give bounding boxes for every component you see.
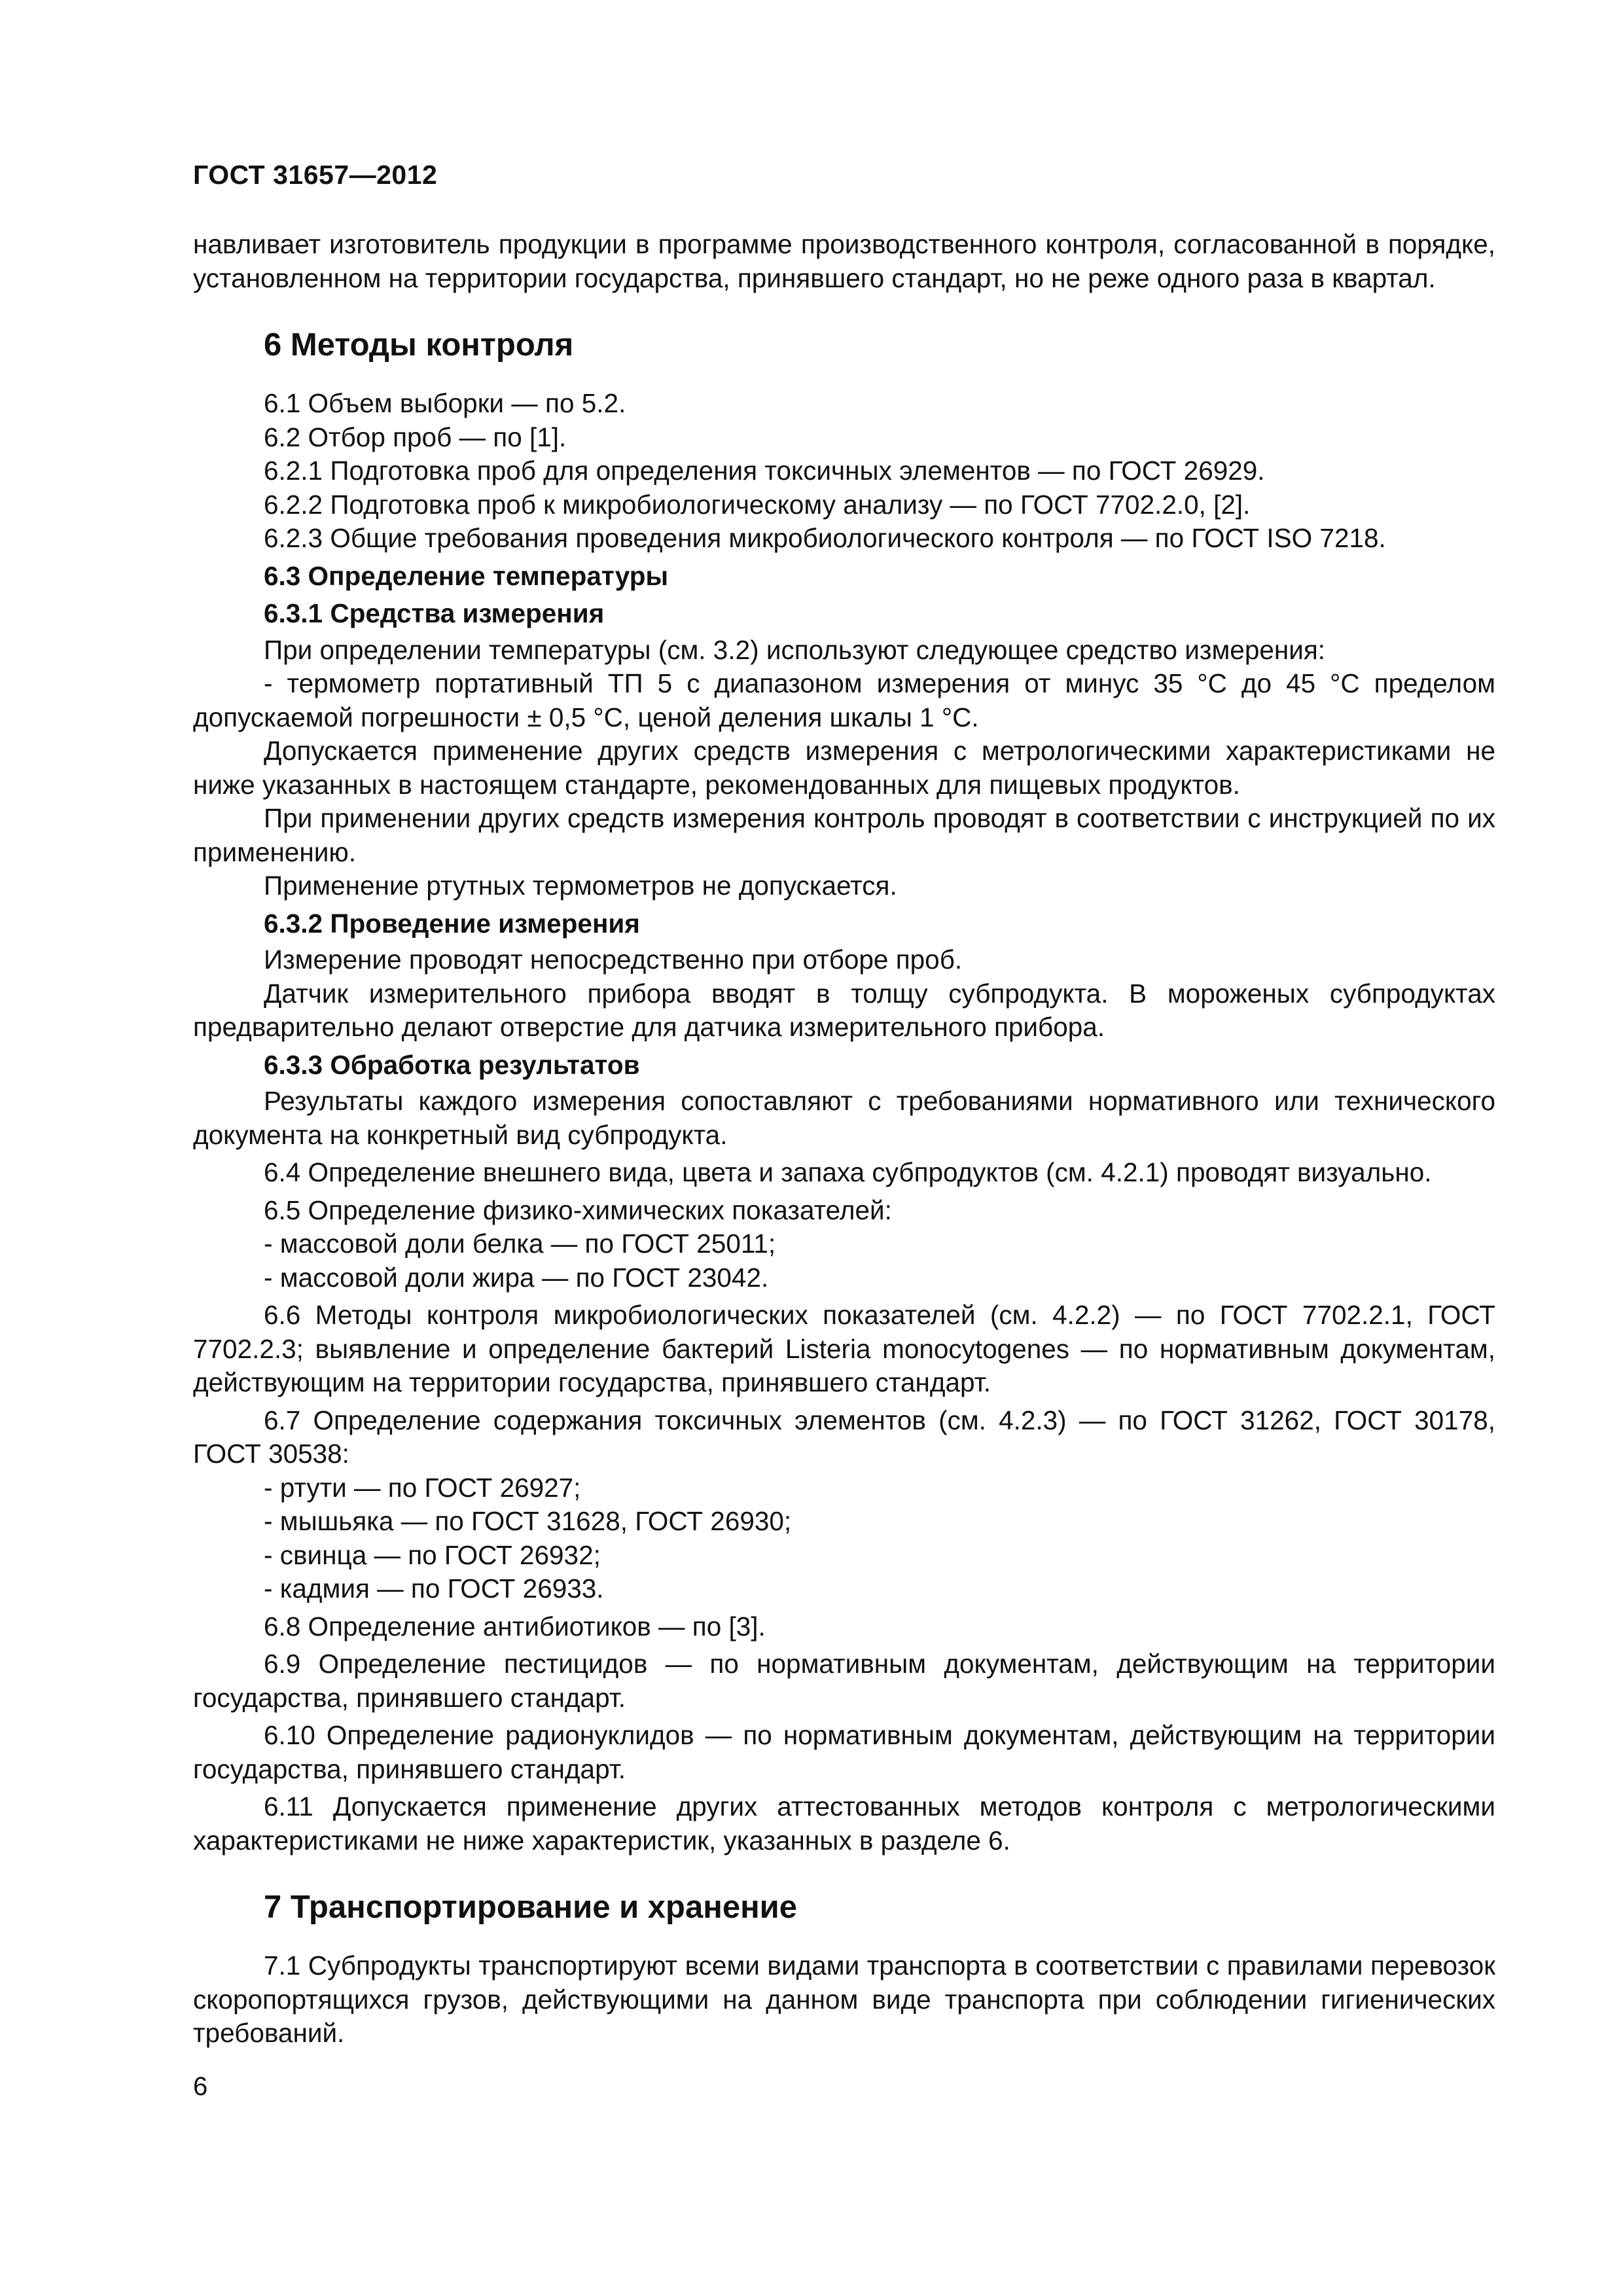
paragraph: Датчик измерительного прибора вводят в толщу субпродукта. В мороженых субпродуктах предварительно делают отверстие для датчика измерительного прибора. xyxy=(193,978,1495,1042)
paragraph: 6.5 Определение физико-химических показателей: xyxy=(264,1194,892,1225)
paragraph: 6.10 Определение радионуклидов — по нормативным документам, действующим на территории государства, принявшего стандарт. xyxy=(193,1720,1495,1784)
paragraph: При применении других средств измерения контроль проводят в соответствии с инструкцией по их применению. xyxy=(193,803,1495,867)
subsection-heading: 6.3.3 Обработка результатов xyxy=(264,1049,640,1080)
paragraph: 6.7 Определение содержания токсичных элементов (см. 4.2.3) — по ГОСТ 31262, ГОСТ 30178, ГОСТ 30538: xyxy=(193,1405,1495,1469)
list-item: - ртути — по ГОСТ 26927; xyxy=(264,1472,581,1503)
subsection-heading: 6.3.2 Проведение измерения xyxy=(264,908,640,939)
page-number: 6 xyxy=(193,2072,208,2101)
section-heading-6: 6 Методы контроля xyxy=(264,327,574,363)
paragraph: 6.2.1 Подготовка проб для определения токсичных элементов — по ГОСТ 26929. xyxy=(264,456,1265,486)
section-heading-7: 7 Транспортирование и хранение xyxy=(264,1890,798,1925)
list-item: - массовой доли жира — по ГОСТ 23042. xyxy=(264,1262,769,1293)
document-header: ГОСТ 31657—2012 xyxy=(193,160,438,190)
list-item: - мышьяка — по ГОСТ 31628, ГОСТ 26930; xyxy=(264,1506,792,1536)
paragraph: 6.2.2 Подготовка проб к микробиологическому анализу — по ГОСТ 7702.2.0, [2]. xyxy=(264,489,1251,520)
list-item: - кадмия — по ГОСТ 26933. xyxy=(264,1573,604,1604)
paragraph: 6.11 Допускается применение других аттестованных методов контроля с метрологическими характеристиками не ниже характеристик, указанных в разделе 6. xyxy=(193,1791,1495,1856)
document-body xyxy=(193,228,1495,2051)
subsection-heading: 6.3.1 Средства измерения xyxy=(264,598,605,628)
paragraph: Применение ртутных термометров не допускается. xyxy=(264,870,897,901)
paragraph: Измерение проводят непосредственно при отборе проб. xyxy=(264,944,963,975)
paragraph: 6.1 Объем выборки — по 5.2. xyxy=(264,388,626,418)
paragraph: 7.1 Субпродукты транспортируют всеми видами транспорта в соответствии с правилами перевозок скоропортящихся грузов, действующими на данном виде транспорта при соблюдении гигиенических требований. xyxy=(193,1950,1495,2048)
paragraph: Допускается применение других средств измерения с метрологическими характеристиками не ниже указанных в настоящем стандарте, рекомендованных для пищевых продуктов. xyxy=(193,736,1495,800)
subsection-heading: 6.3 Определение температуры xyxy=(264,560,669,591)
paragraph: При определении температуры (см. 3.2) используют следующее средство измерения: xyxy=(264,634,1326,665)
paragraph: Результаты каждого измерения сопоставляют с требованиями нормативного или технического документа на конкретный вид субпродукта. xyxy=(193,1086,1495,1150)
paragraph: навливает изготовитель продукции в программе производственного контроля, согласованной в порядке, установленном на территории государства, принявшего стандарт, но не реже одного раза в квартал. xyxy=(193,229,1495,293)
paragraph: 6.6 Методы контроля микробиологических показателей (см. 4.2.2) — по ГОСТ 7702.2.1, ГОСТ 7702.2.3; выявление и определение бактерий Listeria monocytogenes — по нормативным документам, действующим на территории государства, принявшего стандарт. xyxy=(193,1300,1495,1397)
paragraph: 6.8 Определение антибиотиков — по [3]. xyxy=(264,1611,766,1641)
paragraph: 6.4 Определение внешнего вида, цвета и запаха субпродуктов (см. 4.2.1) проводят визуально. xyxy=(264,1157,1432,1187)
paragraph: 6.2.3 Общие требования проведения микробиологического контроля — по ГОСТ ISO 7218. xyxy=(264,523,1386,553)
paragraph: 6.9 Определение пестицидов — по нормативным документам, действующим на территории государства, принявшего стандарт. xyxy=(193,1649,1495,1713)
paragraph: 6.2 Отбор проб — по [1]. xyxy=(264,422,567,452)
list-item: - массовой доли белка — по ГОСТ 25011; xyxy=(264,1229,776,1259)
list-item: - свинца — по ГОСТ 26932; xyxy=(264,1539,601,1570)
list-item: - термометр портативный ТП 5 с диапазоном измерения от минус 35 °С до 45 °С пределом допускаемой погрешности ± 0,5 °С, ценой деления шкалы 1 °С. xyxy=(193,668,1495,732)
